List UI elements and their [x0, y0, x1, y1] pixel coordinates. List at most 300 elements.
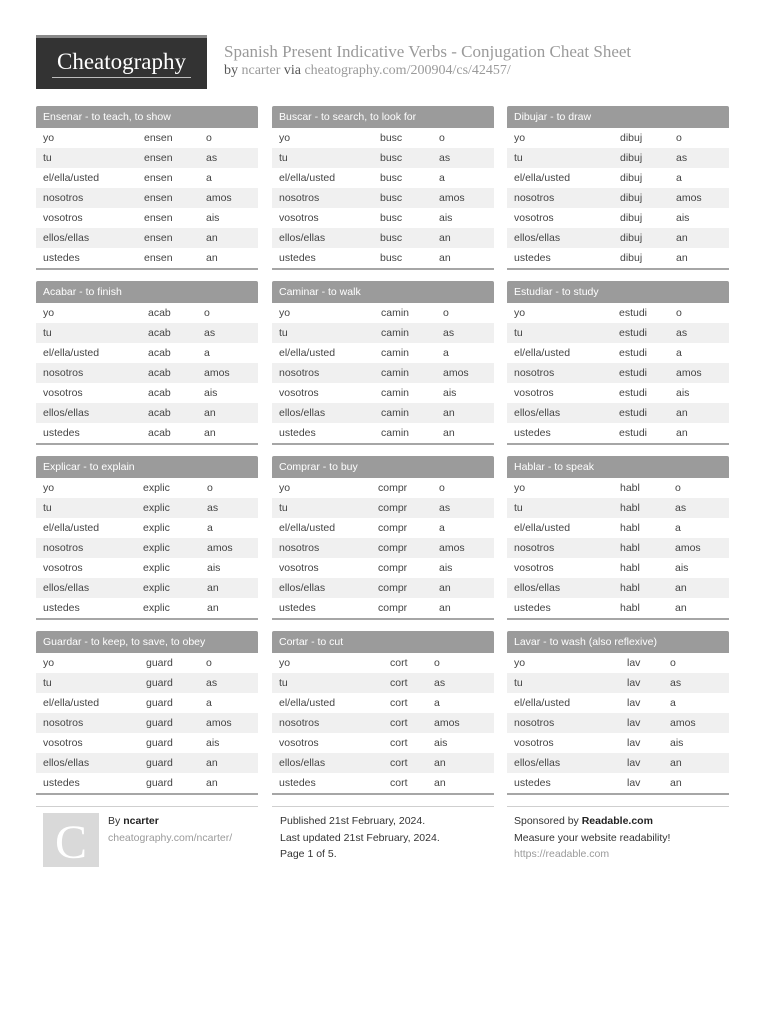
stem-cell: acab	[148, 303, 204, 323]
author-avatar[interactable]	[43, 813, 99, 867]
verb-panel-title: Guardar - to keep, to save, to obey	[36, 631, 258, 653]
pronoun-cell: ustedes	[507, 598, 620, 619]
ending-cell: a	[204, 343, 258, 363]
pronoun-cell: ustedes	[507, 423, 619, 444]
footer-author-url[interactable]: cheatography.com/ncarter/	[108, 832, 233, 844]
footer-divider-3	[507, 806, 729, 807]
ending-cell: o	[434, 653, 494, 673]
table-row	[36, 713, 258, 733]
stem-cell: dibuj	[620, 188, 676, 208]
stem-cell: camin	[381, 343, 443, 363]
logo-text: Cheatography	[56, 49, 186, 74]
table-row	[272, 303, 494, 323]
stem-cell: busc	[380, 128, 439, 148]
verb-panel	[507, 456, 729, 620]
pronoun-cell: yo	[36, 478, 143, 498]
stem-cell: estudi	[619, 423, 676, 444]
pronoun-cell: tu	[507, 673, 627, 693]
pronoun-cell: tu	[36, 323, 148, 343]
table-row	[272, 343, 494, 363]
stem-cell: busc	[380, 188, 439, 208]
table-row	[272, 498, 494, 518]
stem-cell: compr	[378, 478, 439, 498]
table-row	[36, 498, 258, 518]
stem-cell: dibuj	[620, 208, 676, 228]
stem-cell: busc	[380, 248, 439, 269]
pronoun-cell: ustedes	[272, 773, 390, 794]
sponsor-line	[514, 815, 653, 827]
pronoun-cell: ustedes	[36, 423, 148, 444]
pronoun-cell: ustedes	[272, 423, 381, 444]
stem-cell: explic	[143, 598, 207, 619]
sponsor-url[interactable]: https://readable.com	[514, 848, 610, 860]
pronoun-cell: vosotros	[272, 558, 378, 578]
pronoun-cell: yo	[272, 303, 381, 323]
ending-cell: an	[206, 773, 258, 794]
stem-cell: camin	[381, 423, 443, 444]
ending-cell: a	[676, 343, 729, 363]
pronoun-cell: yo	[507, 653, 627, 673]
ending-cell: o	[676, 128, 729, 148]
table-row	[272, 423, 494, 444]
ending-cell: an	[676, 403, 729, 423]
stem-cell: acab	[148, 383, 204, 403]
stem-cell: cort	[390, 653, 434, 673]
byline	[224, 63, 511, 79]
logo-underline	[52, 77, 191, 78]
stem-cell: compr	[378, 578, 439, 598]
pronoun-cell: el/ella/usted	[36, 168, 144, 188]
ending-cell: o	[443, 303, 494, 323]
sheet-url-link[interactable]: cheatography.com/200904/cs/42457/	[304, 63, 511, 78]
pronoun-cell: vosotros	[507, 558, 620, 578]
pronoun-cell: yo	[36, 653, 146, 673]
ending-cell: an	[207, 598, 258, 619]
stem-cell: busc	[380, 228, 439, 248]
pronoun-cell: yo	[507, 303, 619, 323]
ending-cell: amos	[206, 713, 258, 733]
ending-cell: amos	[204, 363, 258, 383]
table-row	[272, 518, 494, 538]
table-row	[36, 773, 258, 794]
sponsor-label: Sponsored by	[514, 815, 579, 827]
stem-cell: estudi	[619, 383, 676, 403]
stem-cell: estudi	[619, 303, 676, 323]
pronoun-cell: el/ella/usted	[272, 518, 378, 538]
stem-cell: camin	[381, 323, 443, 343]
pronoun-cell: nosotros	[272, 713, 390, 733]
table-row	[272, 538, 494, 558]
stem-cell: habl	[620, 558, 675, 578]
ending-cell: as	[443, 323, 494, 343]
conjugation-table	[36, 128, 258, 270]
stem-cell: compr	[378, 558, 439, 578]
table-row	[36, 423, 258, 444]
avatar-letter: C	[54, 816, 87, 869]
table-row	[507, 363, 729, 383]
stem-cell: compr	[378, 598, 439, 619]
pronoun-cell: yo	[507, 128, 620, 148]
updated-date: Last updated 21st February, 2024.	[280, 832, 440, 844]
pronoun-cell: nosotros	[36, 363, 148, 383]
stem-cell: lav	[627, 673, 670, 693]
stem-cell: explic	[143, 498, 207, 518]
table-row	[272, 693, 494, 713]
stem-cell: estudi	[619, 363, 676, 383]
stem-cell: acab	[148, 403, 204, 423]
ending-cell: amos	[670, 713, 729, 733]
ending-cell: an	[439, 598, 494, 619]
table-row	[507, 598, 729, 619]
table-row	[272, 188, 494, 208]
pronoun-cell: ellos/ellas	[36, 228, 144, 248]
ending-cell: an	[675, 578, 729, 598]
ending-cell: an	[675, 598, 729, 619]
stem-cell: dibuj	[620, 168, 676, 188]
verb-panel-title: Explicar - to explain	[36, 456, 258, 478]
pronoun-cell: tu	[36, 673, 146, 693]
stem-cell: compr	[378, 538, 439, 558]
stem-cell: guard	[146, 673, 206, 693]
pronoun-cell: el/ella/usted	[272, 168, 380, 188]
ending-cell: an	[439, 578, 494, 598]
stem-cell: habl	[620, 578, 675, 598]
stem-cell: habl	[620, 478, 675, 498]
ending-cell: as	[206, 148, 258, 168]
conjugation-table	[507, 303, 729, 445]
pronoun-cell: tu	[272, 673, 390, 693]
pronoun-cell: ustedes	[36, 598, 143, 619]
stem-cell: guard	[146, 753, 206, 773]
table-row	[272, 733, 494, 753]
ending-cell: as	[439, 498, 494, 518]
pronoun-cell: ustedes	[272, 248, 380, 269]
table-row	[36, 208, 258, 228]
table-row	[507, 518, 729, 538]
table-row	[36, 693, 258, 713]
ending-cell: ais	[434, 733, 494, 753]
stem-cell: camin	[381, 403, 443, 423]
table-row	[507, 323, 729, 343]
verb-panel-title: Dibujar - to draw	[507, 106, 729, 128]
table-row	[272, 128, 494, 148]
pronoun-cell: yo	[272, 478, 378, 498]
table-row	[507, 188, 729, 208]
ending-cell: a	[670, 693, 729, 713]
stem-cell: acab	[148, 423, 204, 444]
table-row	[36, 578, 258, 598]
stem-cell: dibuj	[620, 128, 676, 148]
ending-cell: ais	[204, 383, 258, 403]
stem-cell: compr	[378, 518, 439, 538]
table-row	[36, 673, 258, 693]
stem-cell: explic	[143, 578, 207, 598]
footer-author-name[interactable]: ncarter	[123, 815, 159, 827]
ending-cell: ais	[439, 558, 494, 578]
ending-cell: an	[439, 248, 494, 269]
ending-cell: amos	[439, 188, 494, 208]
pronoun-cell: ellos/ellas	[507, 578, 620, 598]
stem-cell: ensen	[144, 208, 206, 228]
ending-cell: o	[204, 303, 258, 323]
table-row	[272, 383, 494, 403]
pronoun-cell: nosotros	[272, 363, 381, 383]
pronoun-cell: tu	[36, 148, 144, 168]
ending-cell: ais	[439, 208, 494, 228]
ending-cell: a	[206, 693, 258, 713]
pronoun-cell: vosotros	[36, 733, 146, 753]
ending-cell: as	[670, 673, 729, 693]
pronoun-cell: el/ella/usted	[507, 168, 620, 188]
stem-cell: cort	[390, 773, 434, 794]
page-number: Page 1 of 5.	[280, 848, 337, 860]
table-row	[507, 403, 729, 423]
pronoun-cell: tu	[507, 323, 619, 343]
pronoun-cell: vosotros	[507, 733, 627, 753]
verb-panel	[507, 631, 729, 795]
ending-cell: a	[439, 518, 494, 538]
stem-cell: guard	[146, 653, 206, 673]
ending-cell: o	[439, 128, 494, 148]
ending-cell: an	[676, 423, 729, 444]
stem-cell: guard	[146, 773, 206, 794]
stem-cell: acab	[148, 323, 204, 343]
pronoun-cell: tu	[272, 323, 381, 343]
table-row	[272, 478, 494, 498]
table-row	[272, 168, 494, 188]
ending-cell: an	[443, 423, 494, 444]
ending-cell: as	[204, 323, 258, 343]
table-row	[272, 753, 494, 773]
stem-cell: habl	[620, 498, 675, 518]
conjugation-table	[272, 478, 494, 620]
table-row	[272, 598, 494, 619]
pronoun-cell: vosotros	[507, 208, 620, 228]
pronoun-cell: nosotros	[507, 713, 627, 733]
table-row	[507, 538, 729, 558]
table-row	[507, 343, 729, 363]
pronoun-cell: ellos/ellas	[507, 403, 619, 423]
ending-cell: o	[675, 478, 729, 498]
table-row	[507, 383, 729, 403]
table-row	[36, 733, 258, 753]
stem-cell: habl	[620, 538, 675, 558]
ending-cell: o	[439, 478, 494, 498]
table-row	[272, 578, 494, 598]
byline-by-label: by	[224, 63, 238, 78]
pronoun-cell: tu	[507, 498, 620, 518]
table-row	[507, 653, 729, 673]
ending-cell: amos	[443, 363, 494, 383]
ending-cell: an	[670, 773, 729, 794]
pronoun-cell: vosotros	[507, 383, 619, 403]
table-row	[507, 733, 729, 753]
ending-cell: an	[443, 403, 494, 423]
table-row	[36, 653, 258, 673]
stem-cell: estudi	[619, 403, 676, 423]
table-row	[36, 598, 258, 619]
verb-panel-title: Acabar - to finish	[36, 281, 258, 303]
pronoun-cell: nosotros	[36, 188, 144, 208]
pronoun-cell: nosotros	[272, 188, 380, 208]
table-row	[36, 383, 258, 403]
stem-cell: ensen	[144, 128, 206, 148]
conjugation-table	[507, 653, 729, 795]
footer-by-label: By	[108, 815, 121, 827]
ending-cell: as	[676, 148, 729, 168]
ending-cell: an	[434, 753, 494, 773]
stem-cell: explic	[143, 518, 207, 538]
pronoun-cell: yo	[272, 653, 390, 673]
pronoun-cell: el/ella/usted	[272, 693, 390, 713]
verb-panel-title: Caminar - to walk	[272, 281, 494, 303]
conjugation-table	[272, 128, 494, 270]
stem-cell: explic	[143, 478, 207, 498]
table-row	[36, 343, 258, 363]
stem-cell: lav	[627, 753, 670, 773]
table-row	[36, 403, 258, 423]
stem-cell: camin	[381, 363, 443, 383]
author-link[interactable]: ncarter	[241, 63, 281, 78]
pronoun-cell: el/ella/usted	[36, 343, 148, 363]
table-row	[507, 578, 729, 598]
table-row	[507, 228, 729, 248]
ending-cell: amos	[676, 188, 729, 208]
ending-cell: amos	[206, 188, 258, 208]
ending-cell: o	[207, 478, 258, 498]
conjugation-table	[36, 478, 258, 620]
table-row	[272, 713, 494, 733]
pronoun-cell: tu	[272, 148, 380, 168]
conjugation-table	[507, 478, 729, 620]
stem-cell: dibuj	[620, 228, 676, 248]
pronoun-cell: ustedes	[507, 248, 620, 269]
table-row	[507, 168, 729, 188]
verb-panel-title: Lavar - to wash (also reflexive)	[507, 631, 729, 653]
published-date: Published 21st February, 2024.	[280, 815, 426, 827]
pronoun-cell: el/ella/usted	[36, 518, 143, 538]
table-row	[507, 303, 729, 323]
pronoun-cell: ellos/ellas	[507, 753, 627, 773]
table-row	[272, 403, 494, 423]
pronoun-cell: el/ella/usted	[507, 518, 620, 538]
verb-panel	[36, 456, 258, 620]
table-row	[272, 558, 494, 578]
ending-cell: o	[670, 653, 729, 673]
table-row	[507, 248, 729, 269]
verb-panel	[36, 281, 258, 445]
ending-cell: a	[675, 518, 729, 538]
ending-cell: o	[676, 303, 729, 323]
table-row	[36, 478, 258, 498]
verb-panel-title: Hablar - to speak	[507, 456, 729, 478]
pronoun-cell: ustedes	[36, 773, 146, 794]
ending-cell: an	[676, 248, 729, 269]
stem-cell: cort	[390, 693, 434, 713]
table-row	[36, 228, 258, 248]
verb-panel-title: Estudiar - to study	[507, 281, 729, 303]
table-row	[507, 773, 729, 794]
table-row	[507, 558, 729, 578]
verb-panel	[272, 456, 494, 620]
stem-cell: explic	[143, 558, 207, 578]
pronoun-cell: tu	[272, 498, 378, 518]
stem-cell: acab	[148, 343, 204, 363]
pronoun-cell: tu	[507, 148, 620, 168]
table-row	[36, 128, 258, 148]
verb-panel-title: Ensenar - to teach, to show	[36, 106, 258, 128]
pronoun-cell: ustedes	[272, 598, 378, 619]
table-row	[507, 693, 729, 713]
stem-cell: cort	[390, 733, 434, 753]
table-row	[272, 673, 494, 693]
stem-cell: estudi	[619, 323, 676, 343]
table-row	[36, 753, 258, 773]
conjugation-table	[507, 128, 729, 270]
verb-panel-title: Buscar - to search, to look for	[272, 106, 494, 128]
table-row	[507, 753, 729, 773]
ending-cell: an	[207, 578, 258, 598]
pronoun-cell: ustedes	[507, 773, 627, 794]
ending-cell: a	[207, 518, 258, 538]
conjugation-table	[272, 303, 494, 445]
sponsor-name[interactable]: Readable.com	[581, 815, 653, 827]
pronoun-cell: vosotros	[36, 383, 148, 403]
pronoun-cell: el/ella/usted	[272, 343, 381, 363]
pronoun-cell: yo	[507, 478, 620, 498]
ending-cell: as	[675, 498, 729, 518]
stem-cell: habl	[620, 518, 675, 538]
ending-cell: an	[204, 403, 258, 423]
pronoun-cell: yo	[36, 303, 148, 323]
ending-cell: amos	[207, 538, 258, 558]
table-row	[272, 363, 494, 383]
pronoun-cell: nosotros	[507, 538, 620, 558]
conjugation-table	[36, 303, 258, 445]
stem-cell: busc	[380, 148, 439, 168]
ending-cell: an	[676, 228, 729, 248]
ending-cell: as	[439, 148, 494, 168]
stem-cell: ensen	[144, 248, 206, 269]
table-row	[507, 423, 729, 444]
verb-panel	[272, 106, 494, 270]
footer-divider-1	[36, 806, 258, 807]
pronoun-cell: ellos/ellas	[272, 403, 381, 423]
stem-cell: lav	[627, 693, 670, 713]
verb-panel	[36, 106, 258, 270]
ending-cell: ais	[676, 208, 729, 228]
pronoun-cell: ellos/ellas	[272, 753, 390, 773]
verb-panel-title: Comprar - to buy	[272, 456, 494, 478]
verb-panel	[272, 281, 494, 445]
page-title: Spanish Present Indicative Verbs - Conjugation Cheat Sheet	[224, 42, 632, 61]
pronoun-cell: el/ella/usted	[507, 693, 627, 713]
ending-cell: an	[670, 753, 729, 773]
table-row	[36, 148, 258, 168]
table-row	[272, 323, 494, 343]
stem-cell: dibuj	[620, 148, 676, 168]
pronoun-cell: nosotros	[272, 538, 378, 558]
pronoun-cell: el/ella/usted	[507, 343, 619, 363]
pronoun-cell: vosotros	[272, 733, 390, 753]
table-row	[36, 538, 258, 558]
pronoun-cell: nosotros	[36, 713, 146, 733]
stem-cell: estudi	[619, 343, 676, 363]
stem-cell: dibuj	[620, 248, 676, 269]
stem-cell: acab	[148, 363, 204, 383]
cheatography-logo[interactable]	[36, 35, 207, 89]
pronoun-cell: vosotros	[36, 208, 144, 228]
